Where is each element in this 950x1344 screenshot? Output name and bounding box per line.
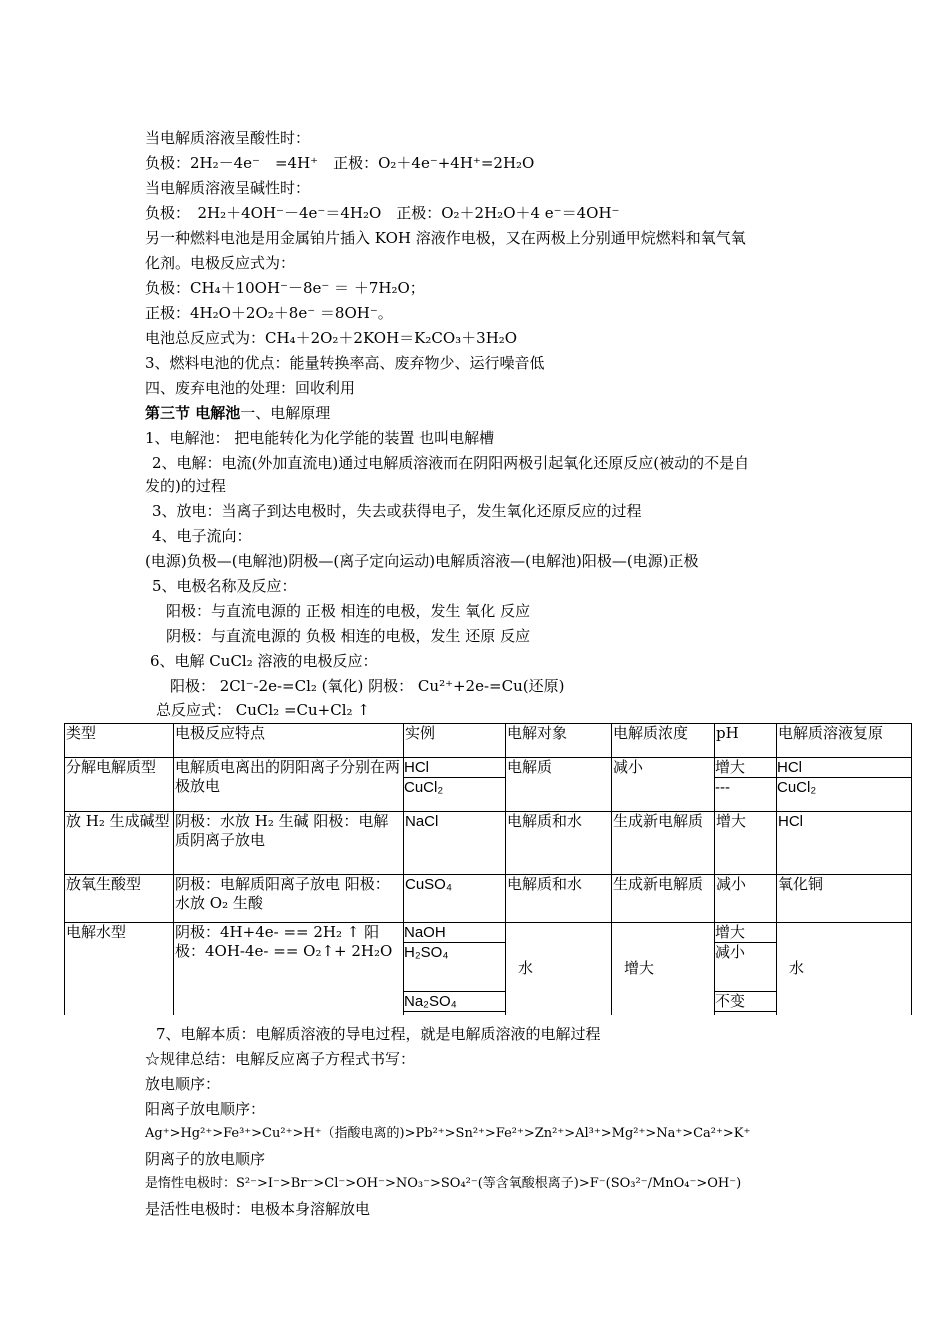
table-header: pH bbox=[715, 724, 777, 758]
text-line: 电池总反应式为：CH₄＋2O₂＋2KOH＝K₂CO₃＋3H₂O bbox=[145, 329, 518, 347]
table-header-row bbox=[65, 724, 912, 758]
table-header: 类型 bbox=[65, 724, 174, 758]
table-cell: 增大 bbox=[715, 812, 777, 875]
ph-value: 不变 bbox=[715, 992, 776, 1012]
section-heading bbox=[145, 403, 330, 423]
table-cell: 水 bbox=[506, 923, 612, 1015]
text-line: 6、电解 CuCl₂ 溶液的电极反应： bbox=[150, 652, 378, 670]
text-line: 负极： 2H₂＋4OH⁻－4e⁻＝4H₂O 正极：O₂＋2H₂O＋4 e⁻＝4OH⁻ bbox=[145, 204, 620, 222]
text-line: 阳离子放电顺序： bbox=[145, 1100, 266, 1118]
table-cell: 生成新电解质 bbox=[612, 812, 715, 875]
table-cell: 放 H₂ 生成碱型 bbox=[65, 812, 174, 875]
text-line: 总反应式： CuCl₂ =Cu+Cl₂ ↑ bbox=[156, 701, 370, 719]
table-cell: 减小 bbox=[715, 875, 777, 923]
table-cell: 电解质电离出的阴阳离子分别在两极放电 bbox=[174, 758, 404, 812]
text-line: 阳极：与直流电源的 正极 相连的电极，发生 氧化 反应 bbox=[166, 602, 531, 620]
text-line: 四、废弃电池的处理：回收利用 bbox=[145, 379, 356, 397]
table-row bbox=[65, 758, 912, 812]
table-cell: HCl bbox=[777, 812, 912, 875]
table-cell: 分解电解质型 bbox=[65, 758, 174, 812]
electrolysis-table bbox=[64, 723, 912, 1015]
subsection-title: 一、电解原理 bbox=[240, 404, 331, 422]
table-cell: 阴极：4H+4e- == 2H₂ ↑ 阳极：4OH-4e- == O₂↑+ 2H₂O bbox=[174, 923, 404, 1015]
section-title: 第三节 电解池 bbox=[145, 404, 241, 422]
example: HCl bbox=[404, 758, 505, 778]
table-cell: 电解水型 bbox=[65, 923, 174, 1015]
table-row bbox=[65, 923, 912, 1015]
text-line: Ag⁺>Hg²⁺>Fe³⁺>Cu²⁺>H⁺（指酸电离的)>Pb²⁺>Sn²⁺>Fe²⁺>Zn²⁺>Al³⁺>Mg²⁺>Na⁺>Ca²⁺>K⁺ bbox=[145, 1126, 751, 1141]
text-line: 是惰性电极时：S²⁻>I⁻>Br⁻>Cl⁻>OH⁻>NO₃⁻>SO₄²⁻(等含氧酸根离子)>F⁻(SO₃²⁻/MnO₄⁻>OH⁻) bbox=[145, 1176, 742, 1191]
text-line: 阳极： 2Cl⁻-2e-=Cl₂ (氧化) 阴极： Cu²⁺+2e-=Cu(还原) bbox=[170, 677, 565, 695]
restore-value: CuCl₂ bbox=[777, 779, 817, 796]
text-line: 另一种燃料电池是用金属铂片插入 KOH 溶液作电极，又在两极上分别通甲烷燃料和氧气氧 bbox=[145, 229, 746, 247]
example: NaOH bbox=[404, 923, 505, 943]
text-line: 7、电解本质：电解质溶液的导电过程，就是电解质溶液的电解过程 bbox=[156, 1025, 601, 1043]
table-cell bbox=[715, 758, 777, 812]
table-cell: 放氧生酸型 bbox=[65, 875, 174, 923]
table-cell: NaCl bbox=[404, 812, 506, 875]
table-cell: 电解质 bbox=[506, 758, 612, 812]
example: CuCl₂ bbox=[404, 779, 444, 796]
table-cell: 阴极：电解质阳离子放电 阳极：水放 O₂ 生酸 bbox=[174, 875, 404, 923]
ph-value: 减小 bbox=[715, 943, 776, 992]
text-line: ☆规律总结：电解反应离子方程式书写： bbox=[145, 1050, 416, 1068]
text-line: 发的)的过程 bbox=[145, 477, 226, 495]
example: H₂SO₄ bbox=[404, 943, 505, 992]
table-cell: 氧化铜 bbox=[777, 875, 912, 923]
table-header: 实例 bbox=[404, 724, 506, 758]
table-cell bbox=[404, 758, 506, 812]
ph-value: 增大 bbox=[715, 758, 776, 778]
text-line: 当电解质溶液呈酸性时： bbox=[145, 129, 311, 147]
table-header: 电解对象 bbox=[506, 724, 612, 758]
table-cell: CuSO₄ bbox=[404, 875, 506, 923]
table-cell: 增大 bbox=[612, 923, 715, 1015]
example: Na₂SO₄ bbox=[404, 992, 505, 1012]
table-header: 电极反应特点 bbox=[174, 724, 404, 758]
table-row bbox=[65, 812, 912, 875]
restore-value: HCl bbox=[777, 758, 911, 778]
text-line: 3、放电：当离子到达电极时，失去或获得电子，发生氧化还原反应的过程 bbox=[152, 502, 642, 520]
table-header: 电解质溶液复原 bbox=[777, 724, 912, 758]
table-cell bbox=[777, 758, 912, 812]
ph-value: --- bbox=[715, 779, 730, 796]
table-cell: 减小 bbox=[612, 758, 715, 812]
text-line: 4、电子流向： bbox=[152, 527, 252, 545]
text-line: 1、电解池： 把电能转化为化学能的装置 也叫电解槽 bbox=[145, 429, 495, 447]
text-line: 5、电极名称及反应： bbox=[152, 577, 297, 595]
text-line: 阴极：与直流电源的 负极 相连的电极，发生 还原 反应 bbox=[166, 627, 531, 645]
table-cell: 电解质和水 bbox=[506, 875, 612, 923]
text-line: 负极：2H₂－4e⁻ =4H⁺ 正极：O₂＋4e⁻+4H⁺=2H₂O bbox=[145, 154, 535, 172]
text-line: 负极：CH₄＋10OH⁻－8e⁻ ＝ ＋7H₂O； bbox=[145, 279, 425, 297]
text-line: 放电顺序： bbox=[145, 1075, 221, 1093]
ph-value: 增大 bbox=[715, 923, 776, 943]
text-line: 3、燃料电池的优点：能量转换率高、废弃物少、运行噪音低 bbox=[145, 354, 545, 372]
text-line: 2、电解：电流(外加直流电)通过电解质溶液而在阴阳两极引起氧化还原反应(被动的不是自 bbox=[152, 454, 750, 472]
text-line: (电源)负极—(电解池)阴极—(离子定向运动)电解质溶液—(电解池)阳极—(电源)正极 bbox=[145, 552, 699, 570]
table-cell bbox=[715, 923, 777, 1015]
text-line: 正极：4H₂O＋2O₂＋8e⁻ ＝8OH⁻。 bbox=[145, 304, 393, 322]
text-line: 是活性电极时：电极本身溶解放电 bbox=[145, 1200, 371, 1218]
text-line: 当电解质溶液呈碱性时： bbox=[145, 179, 311, 197]
table-cell: 生成新电解质 bbox=[612, 875, 715, 923]
table-cell: 电解质和水 bbox=[506, 812, 612, 875]
table-cell: 水 bbox=[777, 923, 912, 1015]
table-cell: 阴极：水放 H₂ 生碱 阳极：电解质阴离子放电 bbox=[174, 812, 404, 875]
table-cell bbox=[404, 923, 506, 1015]
table-row bbox=[65, 875, 912, 923]
text-line: 阴离子的放电顺序 bbox=[145, 1150, 266, 1168]
text-line: 化剂。电极反应式为： bbox=[145, 254, 296, 272]
table-header: 电解质浓度 bbox=[612, 724, 715, 758]
